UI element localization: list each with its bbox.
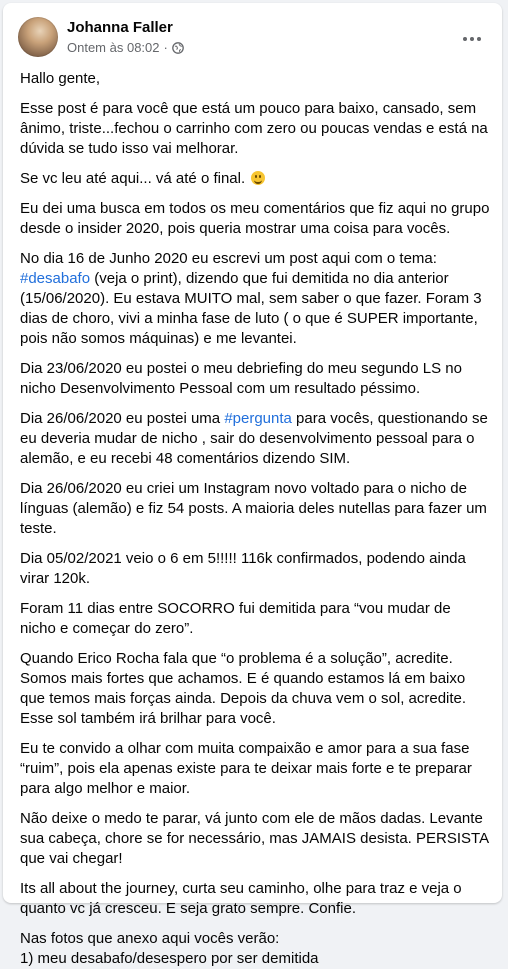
more-options-icon: [463, 37, 481, 41]
globe-icon[interactable]: [172, 42, 184, 54]
post-paragraph: Não deixe o medo te parar, vá junto com ele de mãos dadas. Levante sua cabeça, chore se for necessário, mas JAMAIS desista. PERSISTA que vai chegar!: [20, 810, 489, 867]
post-paragraph: Hallo gente,: [20, 70, 101, 87]
post-paragraph: No dia 16 de Junho 2020 eu escrevi um post aqui com o tema: #desabafo (veja o print), dizendo que fui demitida no dia anterior (15/06/2020). Eu estava MUITO mal, sem saber o que fazer. Foram 3 dias de choro, vivi a minha fase de luto ( o que é SUPER importante, pois não somos máquinas) e me levantei.: [20, 250, 482, 347]
post-paragraph: Eu dei uma busca em todos os meu comentários que fiz aqui no grupo desde o insider 2020, pois queria mostrar uma coisa para vocês.: [20, 200, 490, 237]
hashtag-link[interactable]: #desabafo: [20, 270, 91, 287]
post-paragraph: Dia 26/06/2020 eu postei uma #pergunta para vocês, questionando se eu deveria mudar de nicho , sair do desenvolvimento pessoal para o alemão, e eu recebi 48 comentários dizendo SIM.: [20, 410, 488, 467]
post-paragraph: Esse post é para você que está um pouco para baixo, cansado, sem ânimo, triste...fechou o carrinho com zero ou poucas vendas e está na dúvida se tudo isso vai melhorar.: [20, 100, 488, 157]
author-name[interactable]: Johanna Faller: [67, 19, 173, 36]
post-card: [3, 3, 502, 967]
post-content: [20, 69, 490, 969]
more-options-button[interactable]: [454, 21, 490, 57]
post-paragraph: Its all about the journey, curta seu caminho, olhe para traz e veja o quanto vc já cresceu. E seja grato sempre. Confie.: [20, 880, 462, 917]
post-meta: Ontem às 08:02 ·: [67, 40, 184, 55]
post-timestamp[interactable]: Ontem às 08:02: [67, 40, 160, 55]
post-paragraph: Dia 26/06/2020 eu criei um Instagram novo voltado para o nicho de línguas (alemão) e fiz 54 posts. A maioria deles nutellas para fazer um teste.: [20, 480, 487, 537]
post-header: [3, 3, 502, 65]
post-paragraph: Foram 11 dias entre SOCORRO fui demitida para “vou mudar de nicho e começar do zero”.: [20, 600, 451, 637]
post-paragraph: Dia 05/02/2021 veio o 6 em 5!!!!! 116k confirmados, podendo ainda virar 120k.: [20, 550, 466, 587]
post-paragraph: Dia 23/06/2020 eu postei o meu debriefing do meu segundo LS no nicho Desenvolvimento Pessoal com um resultado péssimo.: [20, 360, 462, 397]
avatar[interactable]: [18, 17, 58, 57]
post-paragraph: Se vc leu até aqui... vá até o final.: [20, 169, 490, 189]
post-paragraph: Nas fotos que anexo aqui vocês verão: 1) meu desabafo/desespero por ser demitida: [20, 930, 319, 967]
hashtag-link[interactable]: #pergunta: [224, 410, 292, 427]
post-paragraph: Eu te convido a olhar com muita compaixão e amor para a sua fase “ruim”, pois ela apenas existe para te deixar mais forte e te preparar para algo melhor e maior.: [20, 740, 472, 797]
smiling-face-icon: [251, 171, 265, 185]
post-paragraph: Quando Erico Rocha fala que “o problema é a solução”, acredite. Somos mais fortes que achamos. E é quando estamos lá em baixo que temos mais forças ainda. Depois da chuva vem o sol, acredite. Esse sol também irá brilhar para você.: [20, 650, 467, 727]
